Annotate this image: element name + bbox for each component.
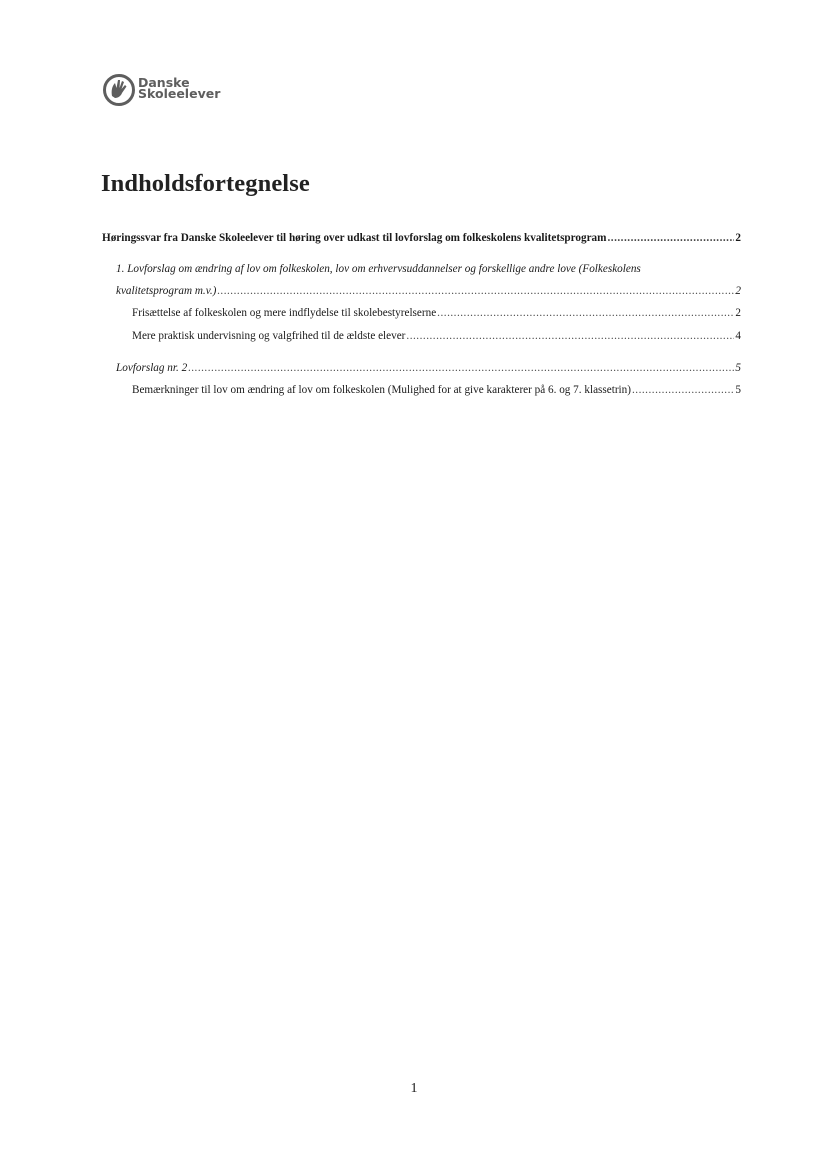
toc-entry-practical-teaching[interactable] <box>132 329 741 343</box>
logo-line-2: Skoleelever <box>138 86 221 101</box>
toc-entry-page: 5 <box>735 362 741 374</box>
toc-entry-deregulation[interactable] <box>132 306 741 320</box>
toc-leader-dots <box>188 361 734 375</box>
organization-logo <box>103 72 243 112</box>
toc-entry-bill-1-line1[interactable]: 1. Lovforslag om ændring af lov om folkeskolen, lov om erhvervsuddannelser og forskellige andre love (Folkeskolens <box>116 263 641 275</box>
toc-leader-dots <box>607 231 734 245</box>
toc-entry-page: 2 <box>735 285 741 297</box>
toc-entry-label: Bemærkninger til lov om ændring af lov om folkeskolen (Mulighed for at give karakterer på 6. og 7. klassetrin) <box>132 384 631 396</box>
toc-entry-page: 5 <box>735 384 741 396</box>
toc-entry-bill-2[interactable] <box>116 361 741 375</box>
toc-entry-hearing-response[interactable] <box>102 231 741 245</box>
logo-wordmark <box>138 77 220 99</box>
toc-entry-page: 2 <box>735 232 741 244</box>
toc-entry-label: Høringssvar fra Danske Skoleelever til høring over udkast til lovforslag om folkeskolens kvalitetsprogram <box>102 232 607 244</box>
toc-entry-label: Frisættelse af folkeskolen og mere indflydelse til skolebestyrelserne <box>132 307 437 319</box>
toc-leader-dots <box>406 329 734 343</box>
toc-leader-dots <box>632 383 734 397</box>
page-number: 1 <box>410 1081 418 1096</box>
toc-entry-label: kvalitetsprogram m.v.) <box>116 285 217 297</box>
toc-entry-page: 4 <box>735 330 741 342</box>
toc-title: Indholdsfortegnelse <box>101 170 310 197</box>
hand-logo-icon <box>103 72 137 108</box>
toc-leader-dots <box>217 284 734 298</box>
toc-entry-label: Lovforslag nr. 2 <box>116 362 188 374</box>
toc-entry-page: 2 <box>735 307 741 319</box>
logo-line-1: Danske <box>138 75 190 90</box>
toc-entry-bill-1[interactable] <box>116 284 741 298</box>
toc-leader-dots <box>437 306 734 320</box>
toc-entry-label: Mere praktisk undervisning og valgfrihed til de ældste elever <box>132 330 406 342</box>
toc-entry-grades-remarks[interactable] <box>132 383 741 397</box>
